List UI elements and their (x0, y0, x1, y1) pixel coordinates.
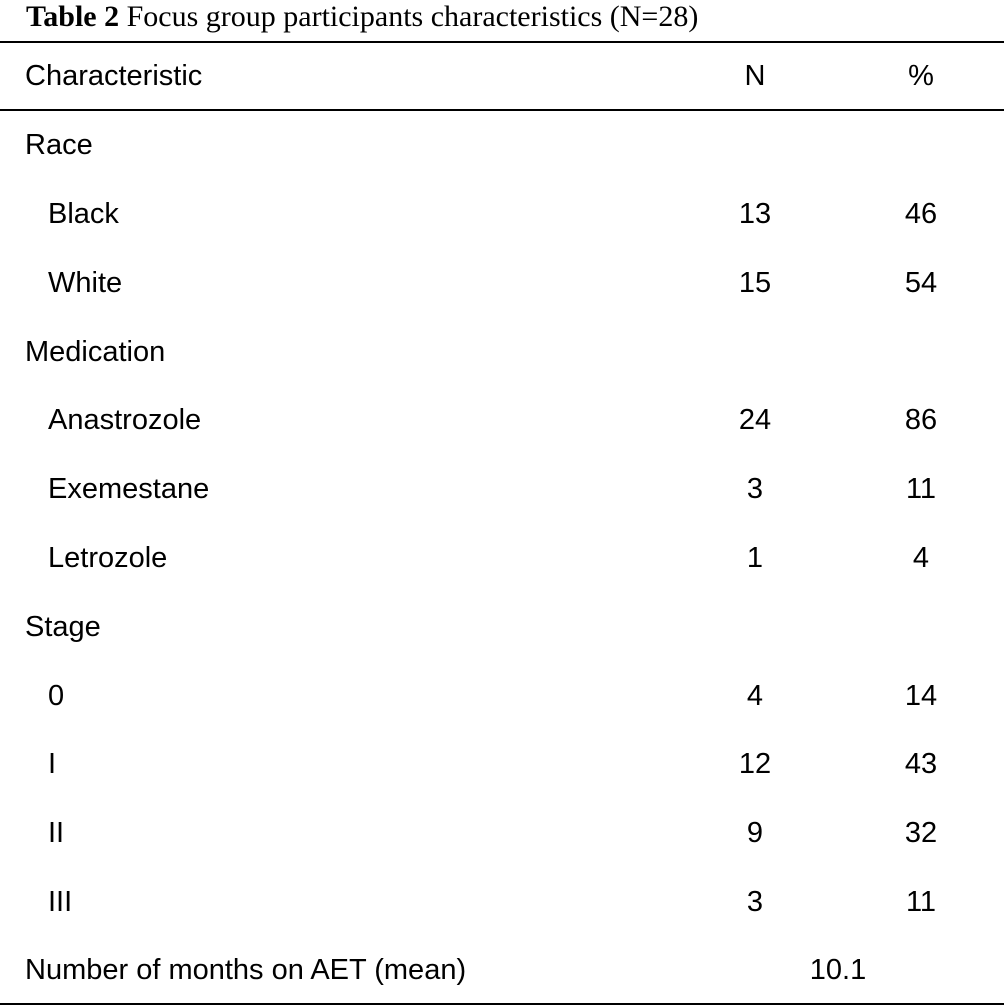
row-n: 3 (746, 886, 764, 918)
header-pct: % (908, 60, 934, 92)
table-row-anastrozole (0, 386, 1004, 455)
row-pct: 32 (904, 817, 938, 849)
table-row-stage-iii (0, 868, 1004, 937)
row-pct (871, 593, 971, 662)
row-n: 1 (746, 542, 764, 574)
row-pct (871, 318, 971, 387)
row-n: 15 (738, 267, 772, 299)
table-row-medication (0, 318, 1004, 387)
header-characteristic: Characteristic (25, 60, 203, 92)
row-label: II (48, 817, 65, 849)
row-label: Medication (25, 336, 166, 368)
row-label: Stage (25, 611, 101, 643)
row-pct: 14 (904, 680, 938, 712)
table-caption-label: Table 2 (26, 0, 120, 33)
row-n: 13 (738, 198, 772, 230)
table-row-stage (0, 593, 1004, 662)
row-pct (871, 111, 971, 180)
table-row-months-on-aet (0, 936, 1004, 1005)
row-pct: 86 (904, 404, 938, 436)
row-label: Black (48, 198, 119, 230)
row-n (705, 111, 805, 180)
row-pct: 43 (904, 748, 938, 780)
row-n: 12 (738, 748, 772, 780)
table-row-white (0, 249, 1004, 318)
row-n: 24 (738, 404, 772, 436)
table-row-black (0, 180, 1004, 249)
row-pct: 46 (904, 198, 938, 230)
table-row-race (0, 111, 1004, 180)
row-label: White (48, 267, 123, 299)
row-pct: 4 (912, 542, 930, 574)
row-pct: 11 (905, 886, 937, 918)
row-n (705, 593, 805, 662)
row-label: Exemestane (48, 473, 210, 505)
table-bottom-rule (0, 1003, 1004, 1005)
table-caption (26, 0, 698, 36)
table-header-row (0, 42, 1004, 111)
row-label: Anastrozole (48, 404, 202, 436)
row-mean-value: 10.1 (809, 954, 867, 986)
table-row-stage-0 (0, 662, 1004, 731)
row-n: 4 (746, 680, 764, 712)
row-pct: 54 (904, 267, 938, 299)
row-label: III (48, 886, 73, 918)
table-row-exemestane (0, 455, 1004, 524)
table-row-stage-ii (0, 799, 1004, 868)
table-row-stage-i (0, 730, 1004, 799)
row-n (705, 318, 805, 387)
row-label: I (48, 748, 57, 780)
row-label: Race (25, 129, 93, 161)
row-pct: 11 (905, 473, 937, 505)
row-label: 0 (48, 680, 65, 712)
row-n: 9 (746, 817, 764, 849)
table-caption-title: Focus group participants characteristics (N=28) (126, 0, 699, 33)
row-label: Letrozole (48, 542, 168, 574)
table-row-letrozole (0, 524, 1004, 593)
row-n: 3 (746, 473, 764, 505)
row-label: Number of months on AET (mean) (25, 954, 467, 986)
header-n: N (744, 60, 766, 92)
